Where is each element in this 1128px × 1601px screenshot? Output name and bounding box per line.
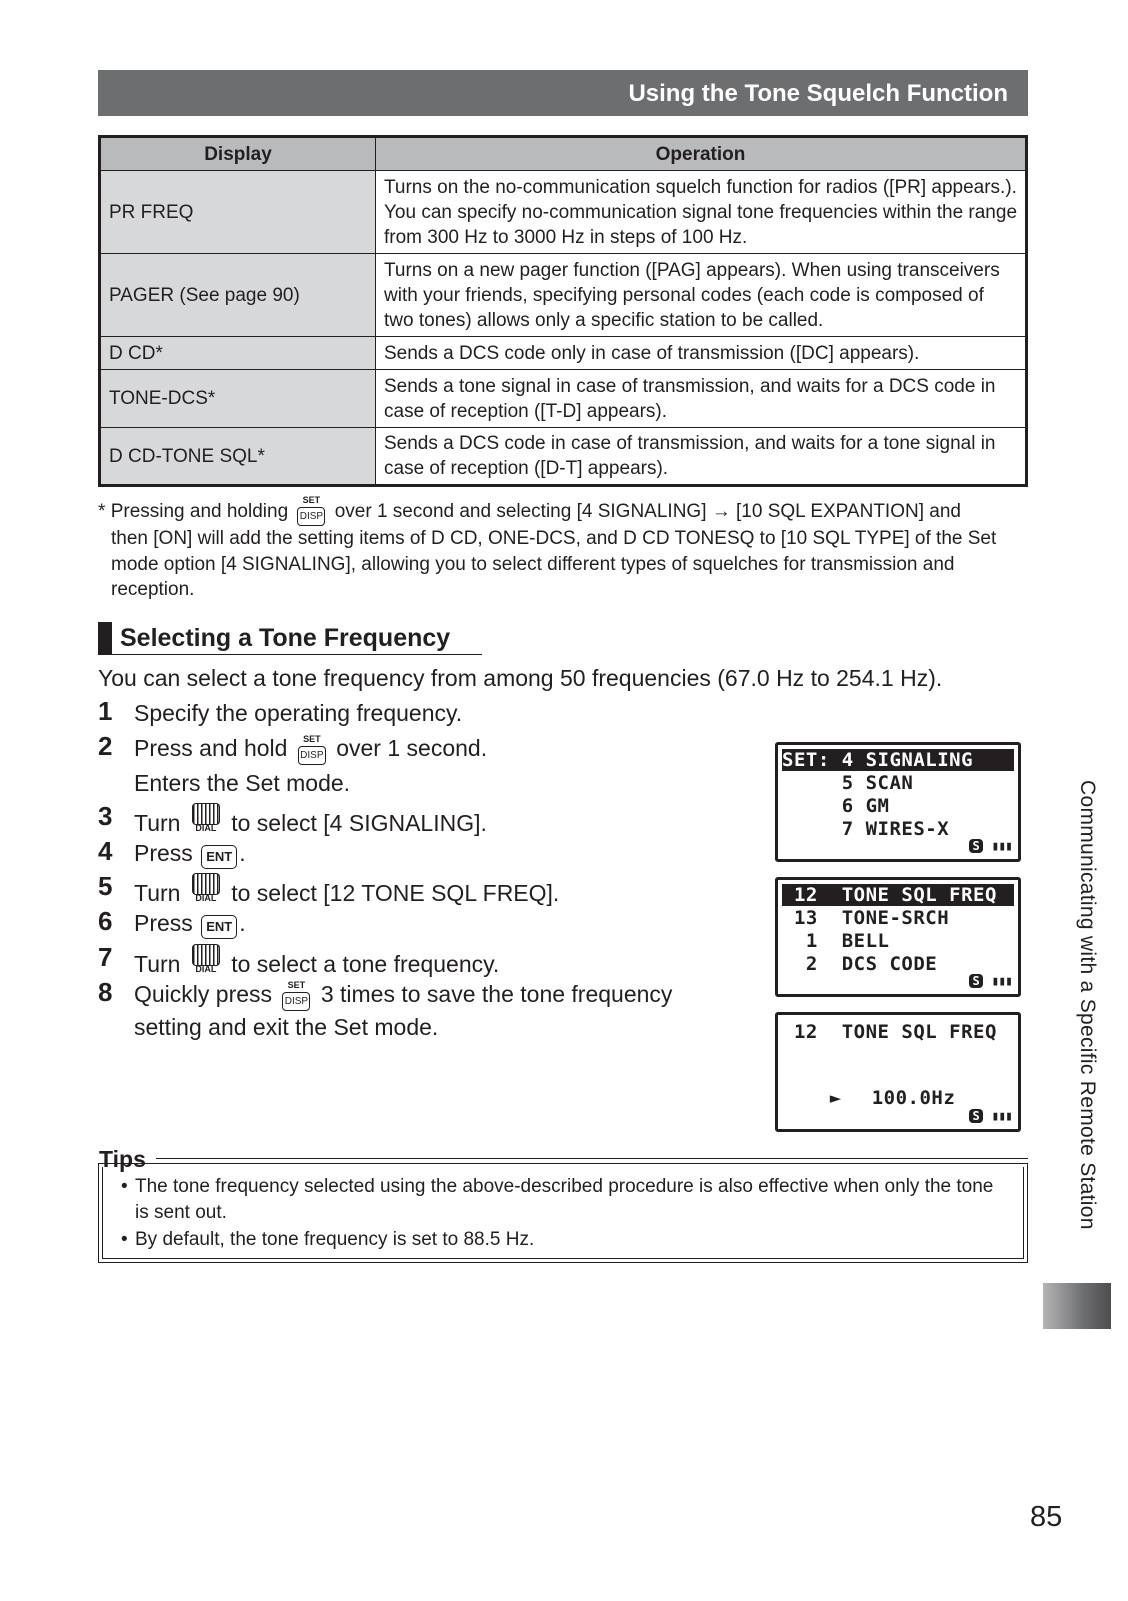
step-text-pre: Quickly press bbox=[134, 981, 273, 1007]
step-text-pre: Turn bbox=[134, 810, 181, 836]
set-disp-key-icon bbox=[297, 495, 325, 526]
display-cell: D CD* bbox=[100, 337, 376, 370]
s-meter-icon: S bbox=[969, 839, 983, 853]
step-text-post: . bbox=[239, 840, 246, 866]
lcd-screen-tone-menu bbox=[775, 877, 1021, 997]
disp-key-label: DISP bbox=[284, 996, 309, 1007]
lcd-screen-tone-value bbox=[775, 1012, 1021, 1132]
dial-key-label: DIAL bbox=[195, 893, 217, 903]
table-row bbox=[100, 428, 1027, 486]
footnote-text-post: over 1 second and selecting [4 SIGNALING] → [10 SQL EXPANTION] and bbox=[334, 501, 961, 522]
step-text bbox=[134, 873, 559, 908]
step-text-pre: Press and hold bbox=[134, 735, 288, 761]
step-text-pre: Press bbox=[134, 840, 193, 866]
step-number: 2 bbox=[98, 731, 113, 761]
step-number: 8 bbox=[98, 977, 113, 1007]
tip-item bbox=[121, 1227, 1001, 1253]
lcd-value-row bbox=[782, 1065, 1014, 1109]
tone-frequency-value: 100.0Hz bbox=[871, 1087, 956, 1109]
set-key-label: SET bbox=[302, 495, 321, 505]
step-text-post: to select [4 SIGNALING]. bbox=[231, 810, 487, 836]
set-disp-key-icon bbox=[298, 734, 326, 765]
signaling-table bbox=[98, 135, 1028, 487]
chapter-thumb-tab bbox=[1043, 1283, 1111, 1329]
s-meter-icon: S bbox=[969, 974, 983, 988]
header-title: Using the Tone Squelch Function bbox=[628, 80, 1008, 107]
step-text-pre: Press bbox=[134, 910, 193, 936]
set-disp-key-icon bbox=[282, 980, 310, 1011]
lcd-row: 2 DCS CODE bbox=[782, 953, 938, 975]
operation-cell: Turns on the no-communication squelch function for radios ([PR] appears.). You can specify no-communication signal tone frequencies within the range from 300 Hz to 3000 Hz in steps of 100 Hz. bbox=[376, 171, 1027, 254]
s-meter-icon: S bbox=[969, 1109, 983, 1123]
operation-cell: Sends a tone signal in case of transmission, and waits for a DCS code in case of reception ([T-D] appears). bbox=[376, 370, 1027, 428]
table-row bbox=[100, 254, 1027, 337]
lcd-screen-signaling bbox=[775, 742, 1021, 862]
set-key-label: SET bbox=[287, 980, 306, 990]
step-text: Specify the operating frequency. bbox=[134, 700, 463, 726]
section-intro: You can select a tone frequency from among 50 frequencies (67.0 Hz to 254.1 Hz). bbox=[98, 665, 943, 691]
table-row bbox=[100, 171, 1027, 254]
disp-key-label: DISP bbox=[300, 750, 324, 761]
footnote-text-pre: Pressing and holding bbox=[110, 501, 289, 522]
step-text bbox=[134, 733, 487, 765]
step-text-line2: setting and exit the Set mode. bbox=[134, 1014, 439, 1040]
step-text-post: to select [12 TONE SQL FREQ]. bbox=[231, 880, 560, 906]
tips-rule bbox=[156, 1158, 1028, 1159]
selection-arrow-icon: ► bbox=[829, 1087, 842, 1109]
bullet: • bbox=[121, 1176, 128, 1197]
page-number: 85 bbox=[1030, 1501, 1063, 1533]
heading-marker bbox=[98, 622, 112, 654]
tips-inner-frame bbox=[102, 1167, 1024, 1259]
chapter-title-vertical: Communicating with a Specific Remote Station bbox=[1076, 780, 1099, 1230]
display-cell: PR FREQ bbox=[100, 171, 376, 254]
operation-cell: Sends a DCS code only in case of transmission ([DC] appears). bbox=[376, 337, 1027, 370]
step-number: 4 bbox=[98, 836, 113, 866]
tip-text: By default, the tone frequency is set to 88.5 Hz. bbox=[135, 1229, 535, 1250]
battery-icon: ▮▮▮ bbox=[991, 1109, 1012, 1124]
display-cell: PAGER (See page 90) bbox=[100, 254, 376, 337]
step-text bbox=[134, 979, 672, 1011]
set-key-label: SET bbox=[303, 734, 321, 744]
bullet: • bbox=[121, 1229, 128, 1250]
lcd-row: 1 BELL bbox=[782, 930, 890, 952]
step-text bbox=[134, 908, 246, 939]
lcd-row: 12 TONE SQL FREQ bbox=[782, 1021, 997, 1043]
battery-icon: ▮▮▮ bbox=[991, 839, 1012, 854]
operation-cell: Sends a DCS code in case of transmission, and waits for a tone signal in case of reception ([D-T] appears). bbox=[376, 428, 1027, 486]
step-text-post: over 1 second. bbox=[336, 735, 488, 761]
dial-key-label: DIAL bbox=[195, 823, 217, 833]
tip-item bbox=[121, 1174, 1001, 1226]
table-row bbox=[100, 370, 1027, 428]
section-heading bbox=[98, 622, 482, 655]
step-text-post: to select a tone frequency. bbox=[231, 951, 500, 977]
step-text-line2: Enters the Set mode. bbox=[134, 770, 351, 796]
lcd-row: 6 GM bbox=[782, 795, 890, 817]
step-text-pre: Turn bbox=[134, 951, 181, 977]
step-number: 6 bbox=[98, 906, 113, 936]
lcd-row: 7 WIRES-X bbox=[782, 818, 950, 840]
step-number: 5 bbox=[98, 871, 113, 901]
step-text-post: . bbox=[239, 910, 246, 936]
tips-title: Tips bbox=[99, 1146, 146, 1172]
step-text bbox=[134, 944, 499, 979]
step-number: 7 bbox=[98, 942, 113, 972]
step-text-pre: Turn bbox=[134, 880, 181, 906]
lcd-row: 5 SCAN bbox=[782, 772, 914, 794]
dial-knob-icon bbox=[191, 803, 221, 833]
display-cell: D CD-TONE SQL* bbox=[100, 428, 376, 486]
ent-key-icon: ENT bbox=[201, 915, 237, 939]
dial-knob-icon bbox=[191, 944, 221, 974]
dial-key-label: DIAL bbox=[195, 964, 217, 974]
table-footnote bbox=[98, 495, 1038, 603]
ent-key-icon: ENT bbox=[201, 845, 237, 869]
footnote-continuation: then [ON] will add the setting items of D CD, ONE-DCS, and D CD TONESQ to [10 SQL TYPE] of the Set mode option [4 SIGNALING], allowing you to select different types of squelches for transmission and reception. bbox=[111, 528, 997, 600]
step-number: 1 bbox=[98, 696, 113, 726]
section-title: Selecting a Tone Frequency bbox=[120, 624, 451, 652]
lcd-status-icons bbox=[969, 1109, 1012, 1124]
lcd-row-selected: SET: 4 SIGNALING bbox=[782, 749, 1014, 771]
lcd-row-selected: 12 TONE SQL FREQ bbox=[782, 884, 1014, 906]
step-number: 3 bbox=[98, 801, 113, 831]
battery-icon: ▮▮▮ bbox=[991, 974, 1012, 989]
step-text bbox=[134, 838, 246, 869]
dial-knob-icon bbox=[191, 873, 221, 903]
display-cell: TONE-DCS* bbox=[100, 370, 376, 428]
column-header-operation: Operation bbox=[376, 137, 1027, 171]
tips-box bbox=[98, 1163, 1028, 1263]
step-text bbox=[134, 803, 487, 838]
column-header-display: Display bbox=[100, 137, 376, 171]
page-header-bar bbox=[98, 70, 1028, 116]
table-row bbox=[100, 337, 1027, 370]
lcd-row: 13 TONE-SRCH bbox=[782, 907, 950, 929]
disp-key-label: DISP bbox=[299, 511, 324, 522]
operation-cell: Turns on a new pager function ([PAG] appears). When using transceivers with your friends, specifying personal codes (each code is composed of two tones) allows only a specific station to be called. bbox=[376, 254, 1027, 337]
chapter-side-label bbox=[1073, 780, 1103, 1280]
step-text-post: 3 times to save the tone frequency bbox=[320, 981, 673, 1007]
lcd-status-icons bbox=[969, 974, 1012, 989]
tip-text: The tone frequency selected using the above-described procedure is also effective when only the tone is sent out. bbox=[135, 1176, 994, 1223]
table-header-row bbox=[100, 137, 1027, 171]
lcd-status-icons bbox=[969, 839, 1012, 854]
footnote-star: * bbox=[98, 501, 106, 522]
